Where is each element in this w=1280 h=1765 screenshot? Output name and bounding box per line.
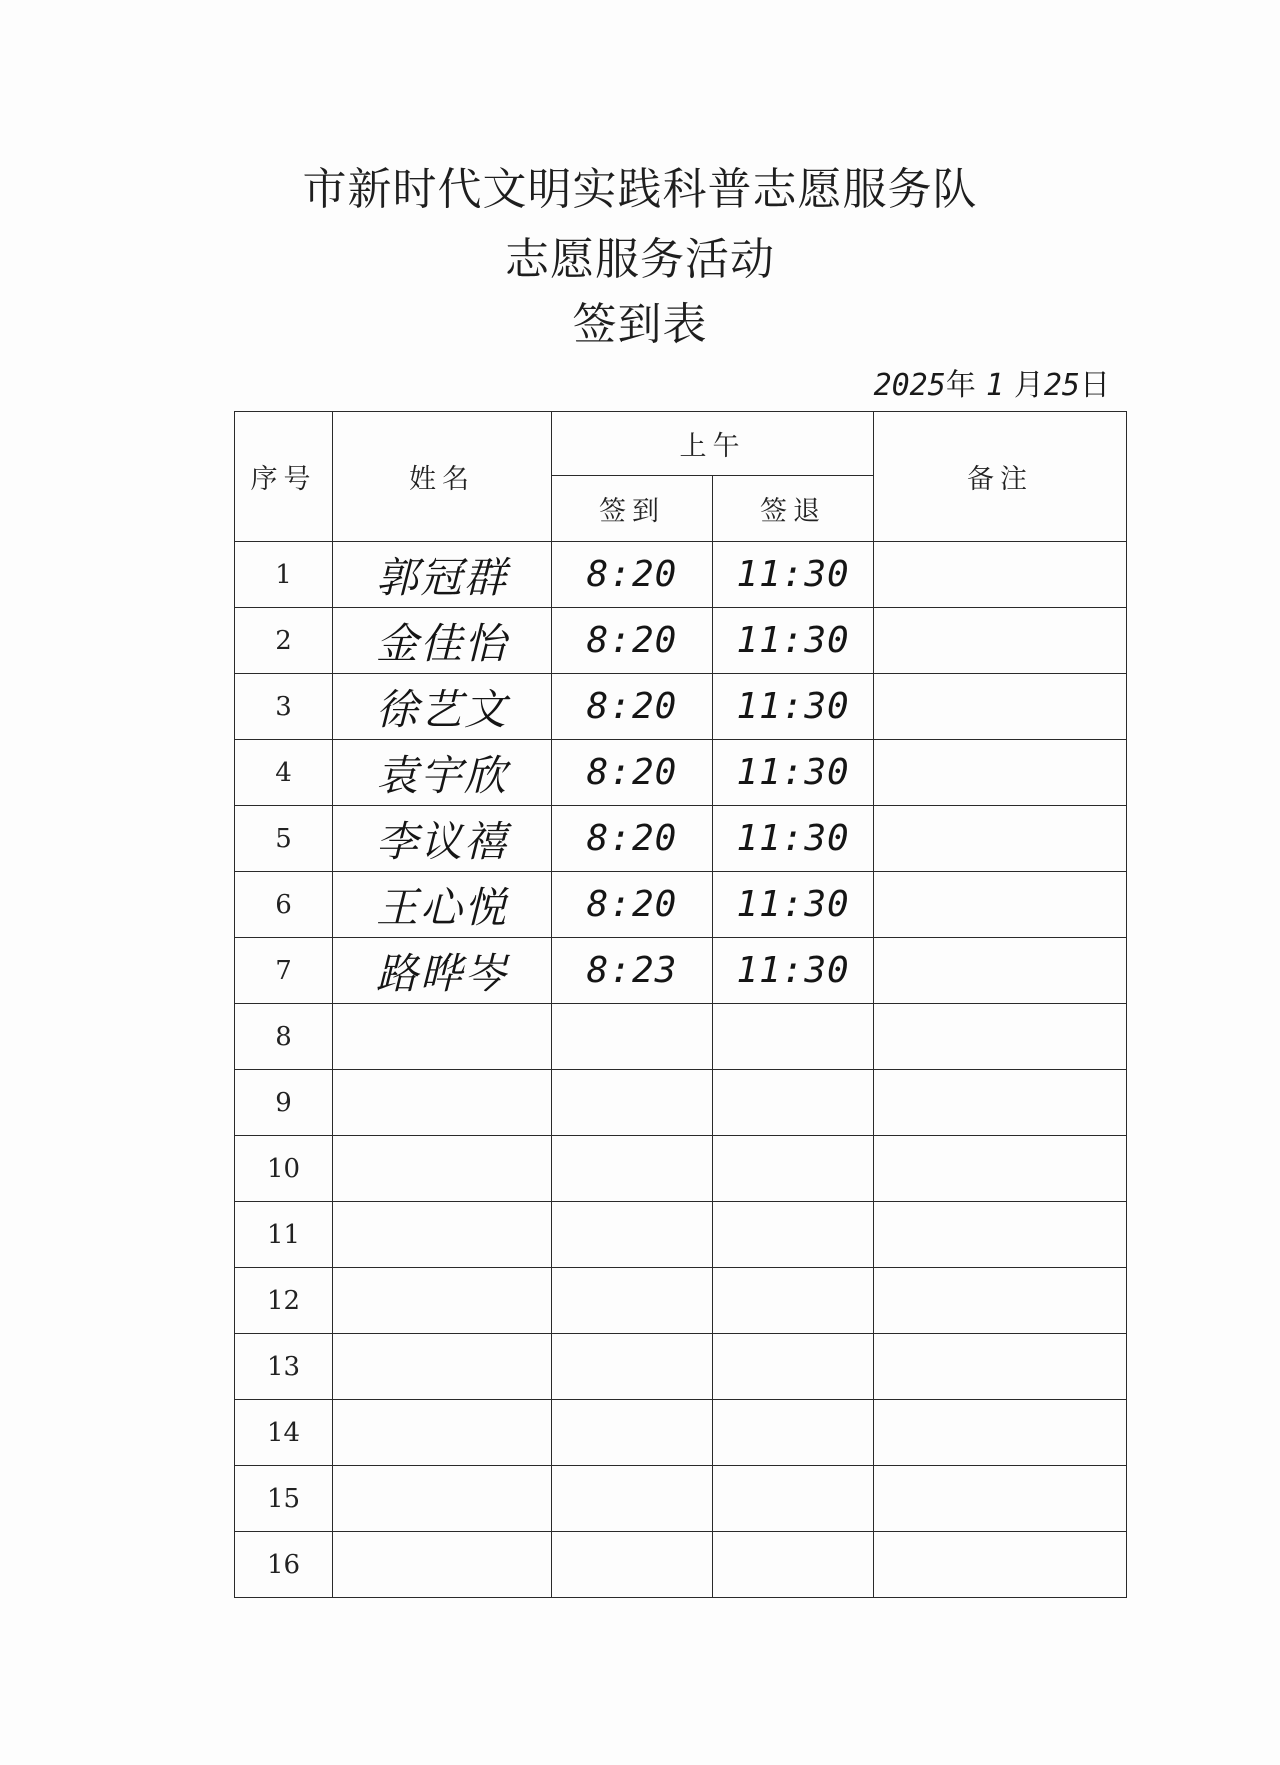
row-index: 8 bbox=[275, 1021, 292, 1052]
document-title-organization: 市新时代文明实践科普志愿服务队 bbox=[302, 164, 978, 215]
row-index-cell bbox=[235, 1334, 333, 1400]
table-row bbox=[235, 1532, 1127, 1598]
header-sign-out: 签退 bbox=[713, 476, 874, 542]
row-sign-in: 8:20 bbox=[586, 752, 678, 793]
row-index-cell bbox=[235, 806, 333, 872]
row-sign-out: 11:30 bbox=[736, 818, 850, 859]
header-remarks: 备注 bbox=[874, 412, 1127, 542]
row-name: 路晔岑 bbox=[375, 948, 508, 998]
header-name: 姓名 bbox=[333, 412, 552, 542]
row-name-cell bbox=[333, 674, 552, 740]
row-index-cell bbox=[235, 608, 333, 674]
row-remarks-cell bbox=[874, 938, 1127, 1004]
row-index: 15 bbox=[266, 1483, 301, 1514]
row-sign-in-cell bbox=[552, 1136, 713, 1202]
table-row bbox=[235, 1136, 1127, 1202]
row-sign-out-cell bbox=[713, 1070, 874, 1136]
row-remarks-cell bbox=[874, 1466, 1127, 1532]
row-index: 3 bbox=[275, 691, 292, 722]
row-index: 12 bbox=[266, 1285, 301, 1316]
row-remarks-cell bbox=[874, 872, 1127, 938]
row-index: 14 bbox=[266, 1417, 301, 1448]
row-sign-in-cell bbox=[552, 1334, 713, 1400]
row-sign-out-cell bbox=[713, 872, 874, 938]
row-sign-in-cell bbox=[552, 740, 713, 806]
row-sign-out-cell bbox=[713, 542, 874, 608]
row-sign-out: 11:30 bbox=[736, 686, 850, 727]
row-index-cell bbox=[235, 740, 333, 806]
row-index-cell bbox=[235, 1466, 333, 1532]
row-name: 王心悦 bbox=[375, 882, 508, 932]
table-row bbox=[235, 1070, 1127, 1136]
row-name-cell bbox=[333, 1070, 552, 1136]
row-sign-out-cell bbox=[713, 1466, 874, 1532]
row-remarks-cell bbox=[874, 608, 1127, 674]
table-row bbox=[235, 542, 1127, 608]
header-sign-in: 签到 bbox=[552, 476, 713, 542]
table-row bbox=[235, 872, 1127, 938]
row-index: 2 bbox=[275, 625, 292, 656]
row-remarks-cell bbox=[874, 1070, 1127, 1136]
row-sign-out: 11:30 bbox=[736, 884, 850, 925]
row-name-cell bbox=[333, 542, 552, 608]
row-remarks-cell bbox=[874, 1136, 1127, 1202]
row-sign-in: 8:20 bbox=[586, 554, 678, 595]
row-index-cell bbox=[235, 1400, 333, 1466]
row-remarks-cell bbox=[874, 674, 1127, 740]
table-row bbox=[235, 674, 1127, 740]
row-sign-in-cell bbox=[552, 872, 713, 938]
date-year: 2025 bbox=[873, 368, 946, 403]
row-name: 李议禧 bbox=[375, 816, 508, 866]
row-sign-in-cell bbox=[552, 542, 713, 608]
row-name-cell bbox=[333, 1136, 552, 1202]
row-index: 10 bbox=[266, 1153, 301, 1184]
table-row bbox=[235, 806, 1127, 872]
row-sign-out-cell bbox=[713, 1400, 874, 1466]
row-index: 4 bbox=[275, 757, 292, 788]
row-sign-out: 11:30 bbox=[736, 950, 850, 991]
row-name: 徐艺文 bbox=[375, 684, 508, 734]
date-month: 1 bbox=[985, 368, 1004, 403]
row-index: 7 bbox=[275, 955, 292, 986]
row-name: 袁宇欣 bbox=[375, 750, 508, 800]
row-sign-out-cell bbox=[713, 740, 874, 806]
row-remarks-cell bbox=[874, 542, 1127, 608]
row-name-cell bbox=[333, 740, 552, 806]
row-sign-in: 8:23 bbox=[586, 950, 678, 991]
table-row bbox=[235, 1202, 1127, 1268]
row-name-cell bbox=[333, 806, 552, 872]
row-name-cell bbox=[333, 1466, 552, 1532]
row-index: 16 bbox=[266, 1549, 301, 1580]
table-row bbox=[235, 740, 1127, 806]
row-remarks-cell bbox=[874, 1202, 1127, 1268]
row-name-cell bbox=[333, 1532, 552, 1598]
row-sign-in-cell bbox=[552, 1268, 713, 1334]
row-index-cell bbox=[235, 1004, 333, 1070]
row-sign-in-cell bbox=[552, 1202, 713, 1268]
row-sign-in-cell bbox=[552, 1400, 713, 1466]
row-sign-in: 8:20 bbox=[586, 884, 678, 925]
row-name-cell bbox=[333, 1400, 552, 1466]
row-index-cell bbox=[235, 872, 333, 938]
date-month-unit: 月 bbox=[1013, 368, 1044, 403]
document-title-sheet: 签到表 bbox=[572, 299, 708, 350]
row-sign-out-cell bbox=[713, 806, 874, 872]
header-index: 序号 bbox=[235, 412, 333, 542]
row-index-cell bbox=[235, 1532, 333, 1598]
row-index: 6 bbox=[275, 889, 292, 920]
row-sign-in-cell bbox=[552, 674, 713, 740]
row-index-cell bbox=[235, 938, 333, 1004]
row-name-cell bbox=[333, 938, 552, 1004]
row-name-cell bbox=[333, 1334, 552, 1400]
table-row bbox=[235, 1334, 1127, 1400]
table-row bbox=[235, 1466, 1127, 1532]
date-line bbox=[874, 360, 1110, 404]
row-sign-out-cell bbox=[713, 1202, 874, 1268]
row-remarks-cell bbox=[874, 1334, 1127, 1400]
row-remarks-cell bbox=[874, 1004, 1127, 1070]
row-sign-out-cell bbox=[713, 608, 874, 674]
table-row bbox=[235, 608, 1127, 674]
row-sign-out: 11:30 bbox=[736, 554, 850, 595]
row-name-cell bbox=[333, 872, 552, 938]
row-index: 9 bbox=[275, 1087, 292, 1118]
row-remarks-cell bbox=[874, 1268, 1127, 1334]
table-row bbox=[235, 938, 1127, 1004]
row-sign-in-cell bbox=[552, 938, 713, 1004]
row-remarks-cell bbox=[874, 806, 1127, 872]
row-sign-in: 8:20 bbox=[586, 818, 678, 859]
row-index-cell bbox=[235, 1268, 333, 1334]
row-index-cell bbox=[235, 542, 333, 608]
row-sign-in-cell bbox=[552, 608, 713, 674]
row-index: 5 bbox=[275, 823, 292, 854]
row-sign-in: 8:20 bbox=[586, 620, 678, 661]
row-sign-out: 11:30 bbox=[736, 620, 850, 661]
row-name: 金佳怡 bbox=[375, 618, 508, 668]
row-index: 11 bbox=[266, 1219, 301, 1250]
header-morning: 上午 bbox=[552, 412, 874, 476]
date-day-unit: 日 bbox=[1080, 368, 1110, 403]
row-sign-in: 8:20 bbox=[586, 686, 678, 727]
row-sign-out-cell bbox=[713, 938, 874, 1004]
row-index: 13 bbox=[266, 1351, 301, 1382]
row-sign-in-cell bbox=[552, 1004, 713, 1070]
row-name-cell bbox=[333, 1202, 552, 1268]
row-name: 郭冠群 bbox=[375, 552, 508, 602]
row-sign-out-cell bbox=[713, 1268, 874, 1334]
row-sign-in-cell bbox=[552, 806, 713, 872]
date-year-unit: 年 bbox=[945, 368, 976, 403]
row-index-cell bbox=[235, 1136, 333, 1202]
row-sign-out-cell bbox=[713, 1004, 874, 1070]
row-remarks-cell bbox=[874, 740, 1127, 806]
row-remarks-cell bbox=[874, 1400, 1127, 1466]
attendance-rows bbox=[235, 542, 1127, 1598]
table-row bbox=[235, 1268, 1127, 1334]
row-index-cell bbox=[235, 1070, 333, 1136]
row-sign-in-cell bbox=[552, 1466, 713, 1532]
date-day: 25 bbox=[1043, 368, 1080, 403]
row-index-cell bbox=[235, 674, 333, 740]
document-title-activity: 志愿服务活动 bbox=[505, 234, 775, 285]
row-index-cell bbox=[235, 1202, 333, 1268]
attendance-table bbox=[234, 411, 1127, 1598]
row-sign-in-cell bbox=[552, 1532, 713, 1598]
row-sign-in-cell bbox=[552, 1070, 713, 1136]
row-name-cell bbox=[333, 608, 552, 674]
row-sign-out-cell bbox=[713, 1136, 874, 1202]
row-sign-out: 11:30 bbox=[736, 752, 850, 793]
table-row bbox=[235, 1004, 1127, 1070]
table-row bbox=[235, 1400, 1127, 1466]
row-sign-out-cell bbox=[713, 674, 874, 740]
row-remarks-cell bbox=[874, 1532, 1127, 1598]
row-index: 1 bbox=[275, 559, 292, 590]
row-name-cell bbox=[333, 1268, 552, 1334]
row-name-cell bbox=[333, 1004, 552, 1070]
row-sign-out-cell bbox=[713, 1334, 874, 1400]
row-sign-out-cell bbox=[713, 1532, 874, 1598]
